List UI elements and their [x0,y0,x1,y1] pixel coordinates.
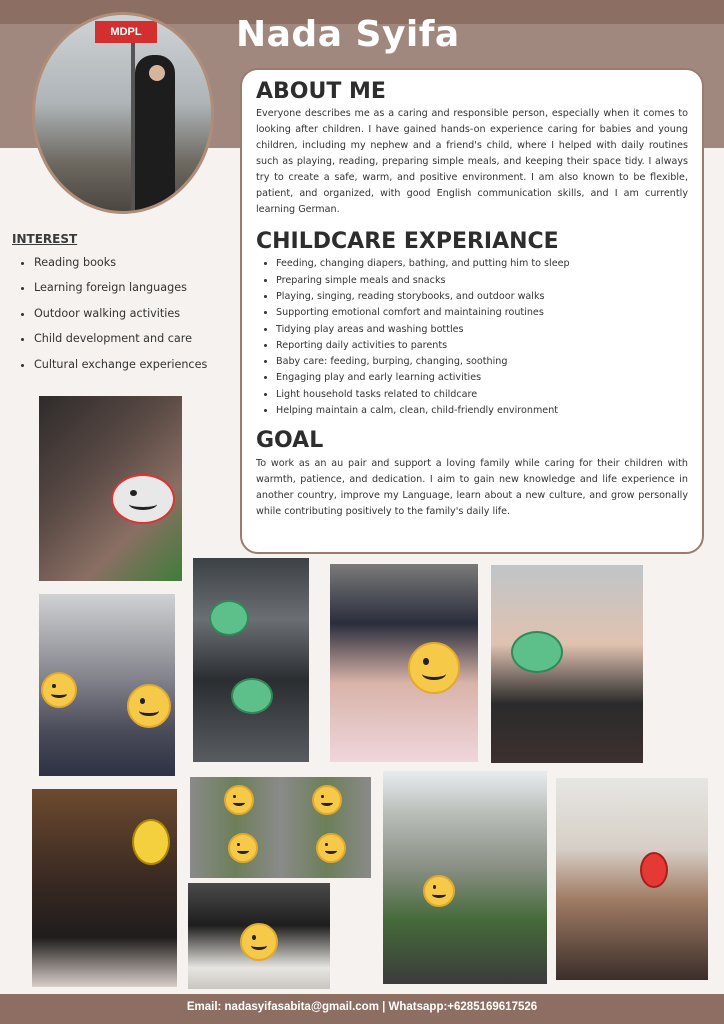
smiley-sticker [224,785,254,815]
photo-4 [330,564,478,762]
smiley-sticker [228,833,258,863]
lion-mask-sticker [111,474,175,524]
childcare-list [256,256,688,419]
interest-item: • Child development and care [34,326,244,351]
goal-heading: GOAL [256,428,324,454]
monster-sticker [231,678,273,714]
childcare-item: • Reporting daily activities to parents [276,338,688,354]
goal-text: To work as an au pair and support a loving family while caring for their children with warmth, patience, and dedication. I aim to gain new knowledge and life experience in another country, improve my Language, learn about a new culture, and grow personally while contributing positively to the family's daily life. [256,457,688,517]
childcare-item: • Supporting emotional comfort and maintaining routines [276,305,688,321]
monster-sticker [511,631,563,673]
contact-footer: Email: nadasyifasabita@gmail.com | Whatsapp:+6285169617526 [0,994,724,1024]
photo-3 [193,558,309,762]
smiley-sticker [316,833,346,863]
childcare-heading: CHILDCARE EXPERIANCE [256,229,559,255]
photo-1 [39,396,182,581]
profile-name: Nada Syifa [236,14,460,55]
profile-card [240,68,704,554]
mountain-sign: MDPL [95,21,157,43]
childcare-item: • Light household tasks related to childcare [276,387,688,403]
childcare-item: • Engaging play and early learning activities [276,370,688,386]
photo-6 [32,789,177,987]
smiley-sticker [312,785,342,815]
photo-2 [39,594,175,776]
about-text: Everyone describes me as a caring and responsible person, especially when it comes to looking after children. I have gained hands-on experience caring for babies and young children, including my nephew and a friend's child, where I helped with daily routines such as playing, reading, preparing simple meals, and keeping their space tidy. I always try to create a safe, warm, and positive environment. I am also known to be flexible, patient, and organized, with good English communication skills, and I am currently learning German. [256,108,688,216]
smiley-sticker [408,642,460,694]
about-heading: ABOUT ME [256,79,386,104]
interest-heading: INTEREST [12,232,78,246]
interest-list [18,250,244,377]
photo-9 [383,771,547,984]
smiley-sticker [240,923,278,961]
childcare-item: • Tidying play areas and washing bottles [276,322,688,338]
interest-item: • Cultural exchange experiences [34,352,244,377]
childcare-item: • Helping maintain a calm, clean, child-friendly environment [276,403,688,419]
smiley-sticker [41,672,77,708]
interest-item: • Learning foreign languages [34,275,244,300]
childcare-item: • Feeding, changing diapers, bathing, and putting him to sleep [276,256,688,272]
childcare-item: • Baby care: feeding, burping, changing, soothing [276,354,688,370]
profile-photo [32,12,214,214]
photo-7 [190,777,371,878]
photo-5 [491,565,643,763]
monster-sticker [209,600,249,636]
smiley-sticker [127,684,171,728]
photo-10 [556,778,708,980]
photo-8 [188,883,330,989]
childcare-item: • Playing, singing, reading storybooks, and outdoor walks [276,289,688,305]
smiley-sticker [423,875,455,907]
interest-item: • Reading books [34,250,244,275]
duck-sticker [132,819,170,865]
person-face [149,65,165,81]
strawberry-sticker [640,852,668,888]
childcare-item: • Preparing simple meals and snacks [276,273,688,289]
interest-item: • Outdoor walking activities [34,301,244,326]
